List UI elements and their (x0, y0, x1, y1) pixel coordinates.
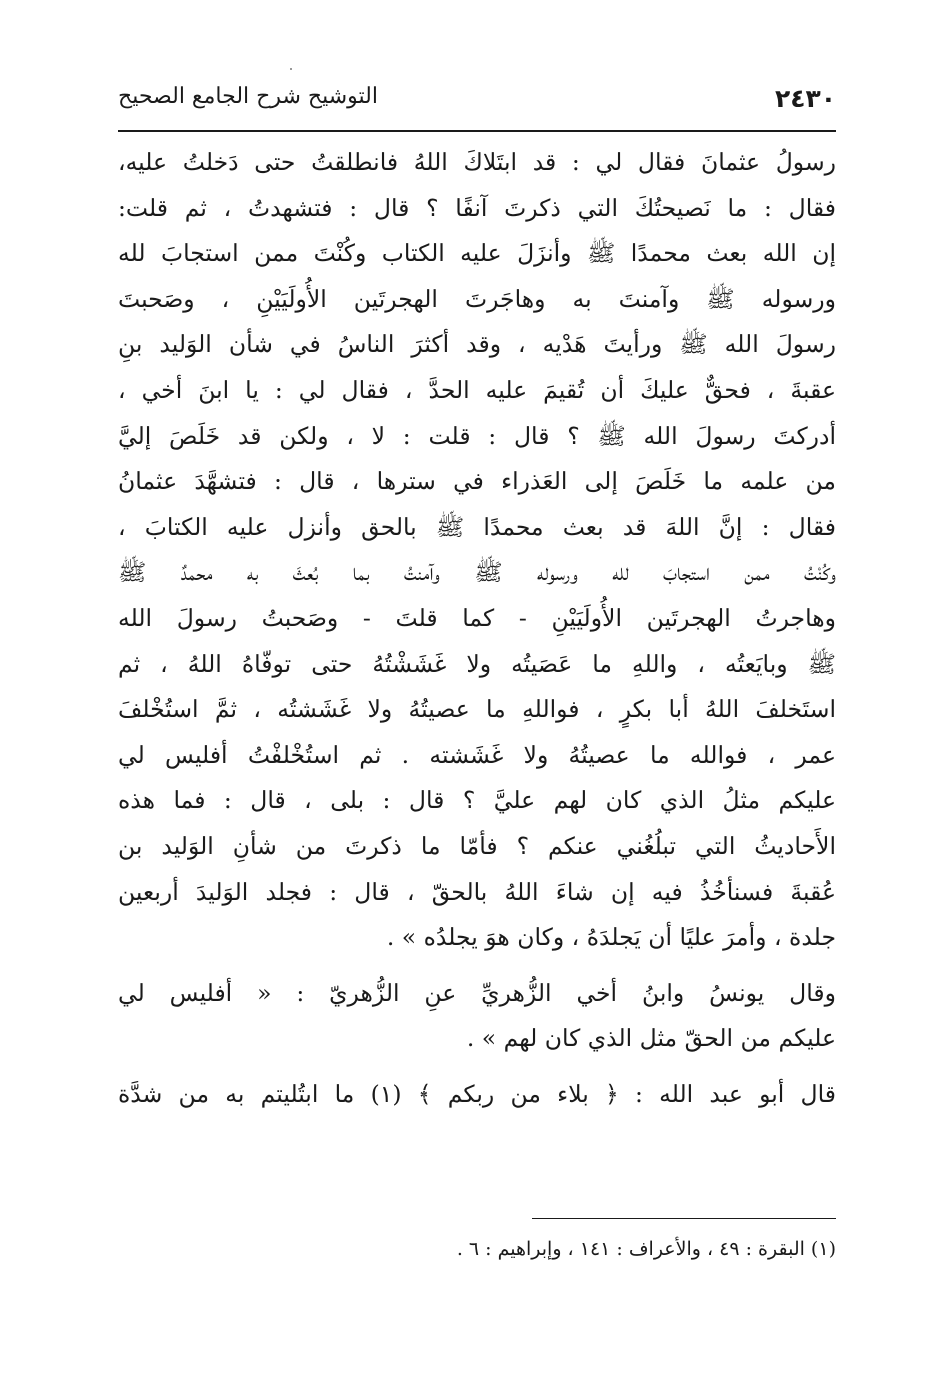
text-line: فقال : ما نَصيحتُكَ التي ذكرتَ آنفًا ؟ قال : فتشهدتُ ، ثم قلت: (118, 193, 836, 222)
text-line: عقبةَ ، فحقٌّ عليكَ أن تُقيمَ عليه الحدَّ ، فقال لي : يا ابنَ أخي ، (118, 375, 836, 404)
scan-speck (290, 68, 292, 70)
text-line-last: عليكم من الحقّ مثل الذي كان لهم » . (466, 1024, 836, 1053)
text-line: رسولُ عثمانَ فقال لي : قد ابتَلاكَ اللهُ فانطلقتُ حتى دَخلتُ عليه، (118, 148, 836, 176)
text-line: وقال يونسُ وابنُ أخي الزُّهريِّ عنِ الزُّهريّ : « أفليس لي (118, 978, 836, 1007)
text-line: الأَحاديثُ التي تبلُغُني عنكم ؟ فأمّا ما ذكرتَ من شأنِ الوَليد بن (118, 831, 836, 860)
text-line: عليكم مثلُ الذي كان لهم عليَّ ؟ قال : بلى ، قال : فما هذه (118, 786, 836, 815)
text-line: ورسوله ﷺ وآمنتَ به وهاجَرتَ الهجرتَين الأُولَيَيْنِ ، وصَحبتَ (118, 284, 836, 313)
footnote: (١) البقرة : ٤٩ ، والأعراف : ١٤١ ، وإبراهيم : ٦ . (456, 1238, 836, 1260)
text-line: استَخلفَ اللهُ أبا بكرٍ ، فواللهِ ما عصيتُهُ ولا غَشَشتُه ، ثمَّ استُخْلفَ (118, 695, 836, 724)
text-line: وهاجرتُ الهجرتَين الأُولَيَيْنِ - كما قلتَ - وصَحبتُ رسولَ الله (118, 603, 836, 632)
text-line: إن الله بعث محمدًا ﷺ وأنزَلَ عليه الكتاب وكُنْتَ ممن استجابَ لله (118, 239, 836, 268)
text-line: أدركتَ رسولَ الله ﷺ ؟ قال : قلت : لا ، ولكن قد خَلَصَ إليَّ (118, 421, 836, 450)
page-header (118, 82, 836, 130)
text-line: عُقبةَ فسنأخُذُ فيه إن شاءَ اللهُ بالحقّ ، قال : فجلد الوَليدَ أربعين (118, 877, 836, 906)
text-line: عمر ، فوالله ما عصيتُهُ ولا غَشَشته . ثم استُخْلفْتُ أفليس لي (118, 740, 836, 769)
running-title: التوشيح شرح الجامع الصحيح (118, 84, 378, 109)
text-line: فقال : إنَّ اللهَ قد بعث محمدًا ﷺ بالحق وأنزل عليه الكتابَ ، (118, 512, 836, 541)
text-line: من علمه ما خَلَصَ إلى العَذراء في سترها ، قال : فتشهَّدَ عثمانُ (118, 467, 836, 496)
header-rule (118, 130, 836, 132)
paragraph-gap (118, 1062, 836, 1072)
paragraph-gap (118, 961, 836, 971)
text-line: ﷺ وبايَعتُه ، واللهِ ما عَصَيتُه ولا غَشَشْتُهُ حتى توفّاهُ اللهُ ، ثم (118, 649, 836, 678)
page-number: ٢٤٣٠ (774, 84, 836, 113)
text-line: قال أبو عبد الله : ﴿ بلاء من ربكم ﴾ (١) ما ابتُليتم به من شدَّة (118, 1079, 836, 1108)
main-text (118, 140, 836, 1117)
text-line: وكُنْتُ ممن استجابَ لله ورسوله ﷺ وآمنتُ بما بُعثَ به محمدٌ ﷺ (118, 558, 836, 587)
footnote-rule (532, 1218, 836, 1219)
text-line-last: جلدة ، وأمرَ عليًا أن يَجلدَهُ ، وكان هوَ يجلدُه » . (386, 923, 836, 952)
text-line: رسولَ الله ﷺ ورأيتَ هَدْيه ، وقد أكثرَ الناسُ في شأن الوَليد بنِ (118, 330, 836, 359)
